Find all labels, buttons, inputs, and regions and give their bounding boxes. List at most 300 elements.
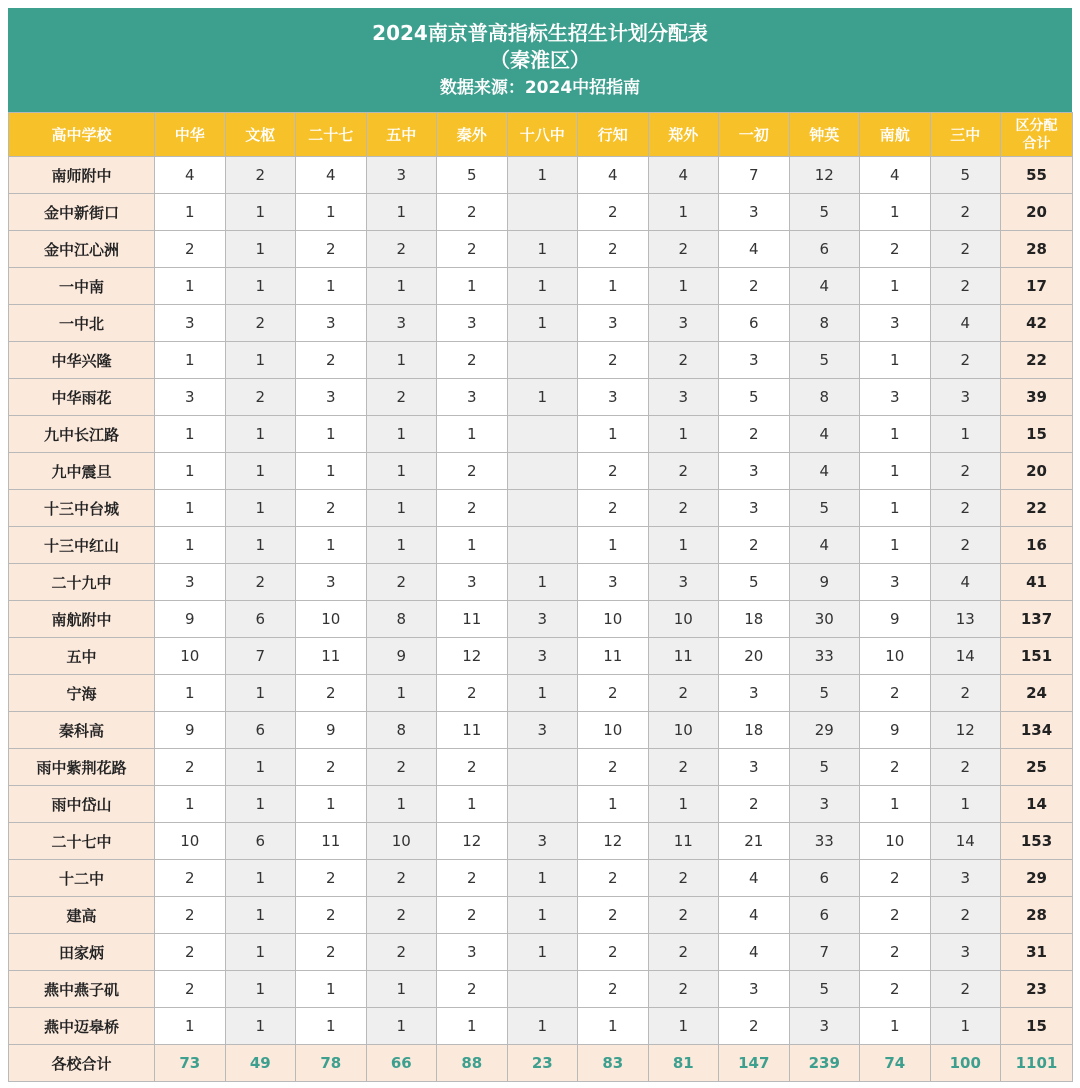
table-row	[9, 305, 1073, 342]
table-body	[9, 157, 1073, 1045]
table-row	[9, 749, 1073, 786]
quota-cell: 1	[507, 305, 578, 342]
quota-cell: 1	[155, 268, 226, 305]
quota-cell: 14	[930, 638, 1001, 675]
quota-cell: 10	[155, 638, 226, 675]
quota-cell: 6	[225, 601, 296, 638]
quota-cell: 2	[366, 934, 437, 971]
quota-cell: 10	[578, 712, 649, 749]
quota-cell: 2	[578, 231, 649, 268]
quota-cell: 1	[366, 971, 437, 1008]
quota-cell	[507, 416, 578, 453]
quota-cell: 8	[789, 379, 860, 416]
quota-cell: 2	[648, 231, 719, 268]
quota-cell: 2	[860, 675, 931, 712]
quota-cell: 4	[296, 157, 367, 194]
quota-cell	[507, 194, 578, 231]
quota-cell: 1	[507, 379, 578, 416]
school-name: 二十九中	[9, 564, 155, 601]
quota-cell: 11	[296, 638, 367, 675]
allocation-sheet	[8, 8, 1072, 1082]
quota-cell: 2	[719, 416, 790, 453]
quota-cell: 7	[789, 934, 860, 971]
quota-cell: 20	[719, 638, 790, 675]
quota-cell: 2	[648, 749, 719, 786]
row-total: 134	[1001, 712, 1073, 749]
quota-cell: 2	[296, 490, 367, 527]
quota-cell: 1	[155, 416, 226, 453]
quota-cell: 1	[930, 786, 1001, 823]
quota-cell: 5	[437, 157, 508, 194]
table-row	[9, 379, 1073, 416]
quota-cell: 2	[366, 379, 437, 416]
quota-cell: 2	[296, 749, 367, 786]
quota-cell: 4	[860, 157, 931, 194]
quota-cell: 3	[648, 379, 719, 416]
quota-cell: 1	[225, 268, 296, 305]
quota-cell: 10	[860, 823, 931, 860]
school-name: 一中南	[9, 268, 155, 305]
quota-cell: 3	[437, 305, 508, 342]
column-total: 66	[366, 1045, 437, 1082]
table-row	[9, 527, 1073, 564]
quota-cell: 9	[860, 601, 931, 638]
quota-cell: 1	[155, 490, 226, 527]
row-total: 55	[1001, 157, 1073, 194]
quota-cell: 6	[789, 231, 860, 268]
quota-cell: 2	[578, 194, 649, 231]
column-header: 中华	[155, 113, 226, 157]
quota-cell: 2	[648, 342, 719, 379]
school-name: 金中江心洲	[9, 231, 155, 268]
row-total: 28	[1001, 897, 1073, 934]
quota-cell: 2	[648, 971, 719, 1008]
quota-cell: 2	[578, 490, 649, 527]
quota-cell: 1	[860, 1008, 931, 1045]
quota-cell: 1	[648, 268, 719, 305]
quota-cell: 1	[225, 490, 296, 527]
quota-cell	[507, 749, 578, 786]
quota-cell: 2	[930, 490, 1001, 527]
school-name: 雨中岱山	[9, 786, 155, 823]
school-name: 金中新街口	[9, 194, 155, 231]
quota-cell: 1	[366, 1008, 437, 1045]
quota-cell: 2	[930, 749, 1001, 786]
table-row	[9, 416, 1073, 453]
row-total: 14	[1001, 786, 1073, 823]
quota-cell: 2	[860, 860, 931, 897]
quota-cell: 3	[437, 379, 508, 416]
quota-cell: 2	[930, 268, 1001, 305]
quota-cell: 1	[930, 416, 1001, 453]
quota-cell: 1	[366, 675, 437, 712]
quota-cell: 1	[578, 416, 649, 453]
table-row	[9, 490, 1073, 527]
quota-cell: 2	[648, 860, 719, 897]
column-total: 88	[437, 1045, 508, 1082]
quota-cell: 12	[789, 157, 860, 194]
quota-cell: 2	[437, 749, 508, 786]
quota-cell: 5	[789, 675, 860, 712]
data-source: 数据来源：2024中招指南	[439, 78, 641, 98]
school-name: 十三中台城	[9, 490, 155, 527]
quota-cell: 2	[578, 897, 649, 934]
quota-cell: 1	[225, 971, 296, 1008]
quota-cell	[507, 971, 578, 1008]
table-row	[9, 453, 1073, 490]
quota-cell: 2	[366, 897, 437, 934]
table-row	[9, 157, 1073, 194]
quota-cell: 2	[296, 675, 367, 712]
row-total: 25	[1001, 749, 1073, 786]
quota-cell: 2	[860, 934, 931, 971]
quota-cell: 4	[719, 934, 790, 971]
quota-cell: 1	[437, 527, 508, 564]
column-header: 文枢	[225, 113, 296, 157]
column-total: 100	[930, 1045, 1001, 1082]
column-header: 秦外	[437, 113, 508, 157]
quota-cell: 4	[578, 157, 649, 194]
quota-cell: 10	[155, 823, 226, 860]
quota-cell: 2	[719, 268, 790, 305]
quota-cell: 2	[296, 934, 367, 971]
row-total: 151	[1001, 638, 1073, 675]
school-name: 燕中迈皋桥	[9, 1008, 155, 1045]
quota-cell: 3	[578, 305, 649, 342]
quota-cell: 2	[437, 453, 508, 490]
quota-cell: 4	[789, 527, 860, 564]
quota-cell: 2	[155, 934, 226, 971]
column-header: 五中	[366, 113, 437, 157]
quota-cell: 11	[648, 638, 719, 675]
quota-cell: 1	[860, 453, 931, 490]
school-name: 五中	[9, 638, 155, 675]
quota-cell: 2	[648, 897, 719, 934]
column-header: 二十七	[296, 113, 367, 157]
district-total-header	[1001, 113, 1073, 157]
row-total: 29	[1001, 860, 1073, 897]
quota-cell: 5	[789, 342, 860, 379]
quota-cell: 5	[719, 564, 790, 601]
school-name: 一中北	[9, 305, 155, 342]
school-name: 二十七中	[9, 823, 155, 860]
quota-cell: 1	[296, 416, 367, 453]
quota-cell: 4	[789, 268, 860, 305]
quota-cell: 3	[860, 564, 931, 601]
quota-cell: 2	[719, 1008, 790, 1045]
quota-cell: 2	[155, 897, 226, 934]
table-row	[9, 1008, 1073, 1045]
table-row	[9, 194, 1073, 231]
column-header: 三中	[930, 113, 1001, 157]
quota-cell: 1	[366, 527, 437, 564]
quota-cell: 33	[789, 638, 860, 675]
quota-cell	[507, 527, 578, 564]
quota-cell: 7	[719, 157, 790, 194]
quota-cell: 2	[719, 527, 790, 564]
quota-cell: 2	[930, 897, 1001, 934]
quota-cell: 11	[648, 823, 719, 860]
school-name: 燕中燕子矶	[9, 971, 155, 1008]
school-name: 田家炳	[9, 934, 155, 971]
column-header: 行知	[578, 113, 649, 157]
sheet-title: 2024南京普高指标生招生计划分配表	[372, 21, 708, 45]
row-total: 16	[1001, 527, 1073, 564]
quota-cell: 1	[296, 453, 367, 490]
quota-cell: 2	[860, 897, 931, 934]
quota-cell: 2	[296, 342, 367, 379]
column-total: 73	[155, 1045, 226, 1082]
quota-cell: 4	[719, 860, 790, 897]
row-total: 17	[1001, 268, 1073, 305]
quota-cell: 1	[648, 527, 719, 564]
quota-cell: 4	[719, 897, 790, 934]
totals-label: 各校合计	[9, 1045, 155, 1082]
quota-cell: 2	[578, 453, 649, 490]
row-total: 31	[1001, 934, 1073, 971]
quota-cell: 2	[719, 786, 790, 823]
quota-cell: 12	[578, 823, 649, 860]
quota-cell: 1	[648, 416, 719, 453]
quota-cell: 1	[366, 490, 437, 527]
quota-cell: 2	[578, 749, 649, 786]
quota-cell: 8	[366, 601, 437, 638]
quota-cell: 3	[930, 379, 1001, 416]
quota-cell: 1	[225, 786, 296, 823]
quota-cell: 4	[930, 564, 1001, 601]
quota-cell: 14	[930, 823, 1001, 860]
quota-cell: 1	[225, 749, 296, 786]
row-total: 20	[1001, 194, 1073, 231]
table-row	[9, 342, 1073, 379]
table-row	[9, 231, 1073, 268]
quota-cell: 2	[366, 749, 437, 786]
quota-cell: 4	[789, 416, 860, 453]
quota-cell: 2	[648, 934, 719, 971]
quota-cell: 1	[860, 786, 931, 823]
quota-cell: 3	[507, 601, 578, 638]
quota-cell: 5	[789, 971, 860, 1008]
quota-cell: 1	[648, 1008, 719, 1045]
quota-cell: 4	[719, 231, 790, 268]
quota-cell: 2	[225, 305, 296, 342]
quota-cell: 1	[155, 786, 226, 823]
quota-cell: 2	[437, 971, 508, 1008]
column-total: 83	[578, 1045, 649, 1082]
quota-cell: 9	[155, 712, 226, 749]
quota-cell: 1	[366, 268, 437, 305]
quota-cell: 5	[719, 379, 790, 416]
row-total: 22	[1001, 490, 1073, 527]
school-name: 中华兴隆	[9, 342, 155, 379]
quota-cell: 1	[860, 490, 931, 527]
grand-total: 1101	[1001, 1045, 1073, 1082]
quota-cell: 3	[155, 564, 226, 601]
quota-cell: 12	[437, 638, 508, 675]
quota-cell: 2	[578, 971, 649, 1008]
quota-cell: 1	[437, 1008, 508, 1045]
quota-cell: 18	[719, 712, 790, 749]
quota-cell: 3	[930, 934, 1001, 971]
quota-cell: 1	[225, 231, 296, 268]
quota-cell: 6	[225, 712, 296, 749]
table-row	[9, 860, 1073, 897]
quota-cell: 1	[225, 897, 296, 934]
table-row	[9, 786, 1073, 823]
quota-cell: 2	[225, 564, 296, 601]
quota-cell: 8	[789, 305, 860, 342]
quota-cell: 9	[366, 638, 437, 675]
quota-cell: 1	[507, 268, 578, 305]
quota-cell: 4	[930, 305, 1001, 342]
quota-cell: 1	[155, 342, 226, 379]
quota-cell: 4	[789, 453, 860, 490]
quota-cell: 1	[225, 416, 296, 453]
quota-cell: 2	[437, 231, 508, 268]
school-name: 宁海	[9, 675, 155, 712]
school-name: 建高	[9, 897, 155, 934]
quota-cell: 1	[366, 453, 437, 490]
quota-cell: 1	[578, 527, 649, 564]
quota-cell: 3	[930, 860, 1001, 897]
school-name: 南师附中	[9, 157, 155, 194]
quota-cell: 2	[930, 675, 1001, 712]
quota-cell: 3	[719, 490, 790, 527]
row-total: 15	[1001, 416, 1073, 453]
quota-cell: 3	[860, 379, 931, 416]
column-header-row	[9, 113, 1073, 157]
row-total: 22	[1001, 342, 1073, 379]
quota-cell: 3	[507, 638, 578, 675]
quota-cell: 1	[225, 934, 296, 971]
quota-cell: 1	[296, 194, 367, 231]
quota-cell: 29	[789, 712, 860, 749]
table-row	[9, 638, 1073, 675]
quota-cell: 10	[296, 601, 367, 638]
column-total: 239	[789, 1045, 860, 1082]
quota-cell: 1	[366, 194, 437, 231]
quota-cell: 3	[648, 305, 719, 342]
quota-cell: 1	[507, 1008, 578, 1045]
quota-cell: 2	[930, 527, 1001, 564]
quota-cell: 2	[578, 675, 649, 712]
table-row	[9, 897, 1073, 934]
quota-cell: 2	[860, 231, 931, 268]
quota-cell: 11	[296, 823, 367, 860]
quota-cell: 21	[719, 823, 790, 860]
quota-cell: 1	[296, 786, 367, 823]
quota-cell: 1	[366, 786, 437, 823]
column-header: 钟英	[789, 113, 860, 157]
quota-cell: 11	[578, 638, 649, 675]
column-header: 南航	[860, 113, 931, 157]
quota-cell: 3	[296, 305, 367, 342]
quota-cell: 30	[789, 601, 860, 638]
quota-cell: 2	[578, 860, 649, 897]
quota-cell: 3	[296, 564, 367, 601]
quota-cell: 9	[860, 712, 931, 749]
quota-cell: 3	[366, 305, 437, 342]
quota-cell: 1	[507, 675, 578, 712]
row-total: 20	[1001, 453, 1073, 490]
school-name: 南航附中	[9, 601, 155, 638]
quota-cell: 1	[648, 194, 719, 231]
quota-cell: 2	[155, 971, 226, 1008]
quota-cell: 2	[930, 194, 1001, 231]
quota-cell	[507, 490, 578, 527]
quota-cell: 1	[507, 231, 578, 268]
quota-cell: 3	[719, 194, 790, 231]
quota-cell: 1	[507, 564, 578, 601]
table-row	[9, 712, 1073, 749]
quota-cell: 1	[225, 860, 296, 897]
school-name: 九中震旦	[9, 453, 155, 490]
quota-cell: 1	[296, 971, 367, 1008]
total-header-line2: 合计	[1022, 135, 1051, 152]
quota-cell: 2	[155, 231, 226, 268]
quota-cell: 3	[155, 379, 226, 416]
quota-cell: 1	[930, 1008, 1001, 1045]
quota-cell: 1	[225, 1008, 296, 1045]
quota-cell: 2	[437, 194, 508, 231]
row-total: 153	[1001, 823, 1073, 860]
quota-cell: 1	[578, 786, 649, 823]
table-row	[9, 934, 1073, 971]
quota-cell: 3	[719, 342, 790, 379]
quota-cell: 3	[789, 1008, 860, 1045]
quota-cell: 1	[578, 268, 649, 305]
quota-cell: 9	[296, 712, 367, 749]
quota-cell: 1	[296, 1008, 367, 1045]
quota-cell: 8	[366, 712, 437, 749]
quota-cell: 2	[860, 749, 931, 786]
quota-cell: 2	[366, 564, 437, 601]
quota-cell: 1	[155, 675, 226, 712]
quota-cell: 12	[437, 823, 508, 860]
column-total: 81	[648, 1045, 719, 1082]
quota-cell: 3	[507, 712, 578, 749]
quota-cell: 1	[225, 527, 296, 564]
quota-cell: 1	[507, 897, 578, 934]
quota-cell: 3	[719, 749, 790, 786]
school-name: 秦科高	[9, 712, 155, 749]
quota-cell: 3	[578, 564, 649, 601]
column-header: 一初	[719, 113, 790, 157]
quota-cell: 2	[225, 379, 296, 416]
quota-cell: 6	[719, 305, 790, 342]
row-total: 23	[1001, 971, 1073, 1008]
school-name: 雨中紫荆花路	[9, 749, 155, 786]
quota-cell: 11	[437, 601, 508, 638]
quota-cell: 1	[507, 934, 578, 971]
quota-cell: 2	[437, 897, 508, 934]
quota-cell: 1	[648, 786, 719, 823]
quota-cell: 1	[225, 453, 296, 490]
quota-cell: 9	[155, 601, 226, 638]
district-label: （秦淮区）	[490, 48, 590, 72]
quota-cell: 1	[860, 416, 931, 453]
quota-cell: 10	[648, 601, 719, 638]
row-total: 28	[1001, 231, 1073, 268]
corner-header: 高中学校	[9, 113, 155, 157]
table-row	[9, 823, 1073, 860]
quota-cell: 1	[437, 416, 508, 453]
totals-row	[9, 1045, 1073, 1082]
quota-cell: 2	[155, 860, 226, 897]
quota-cell: 6	[789, 860, 860, 897]
quota-cell: 5	[930, 157, 1001, 194]
quota-cell: 3	[860, 305, 931, 342]
